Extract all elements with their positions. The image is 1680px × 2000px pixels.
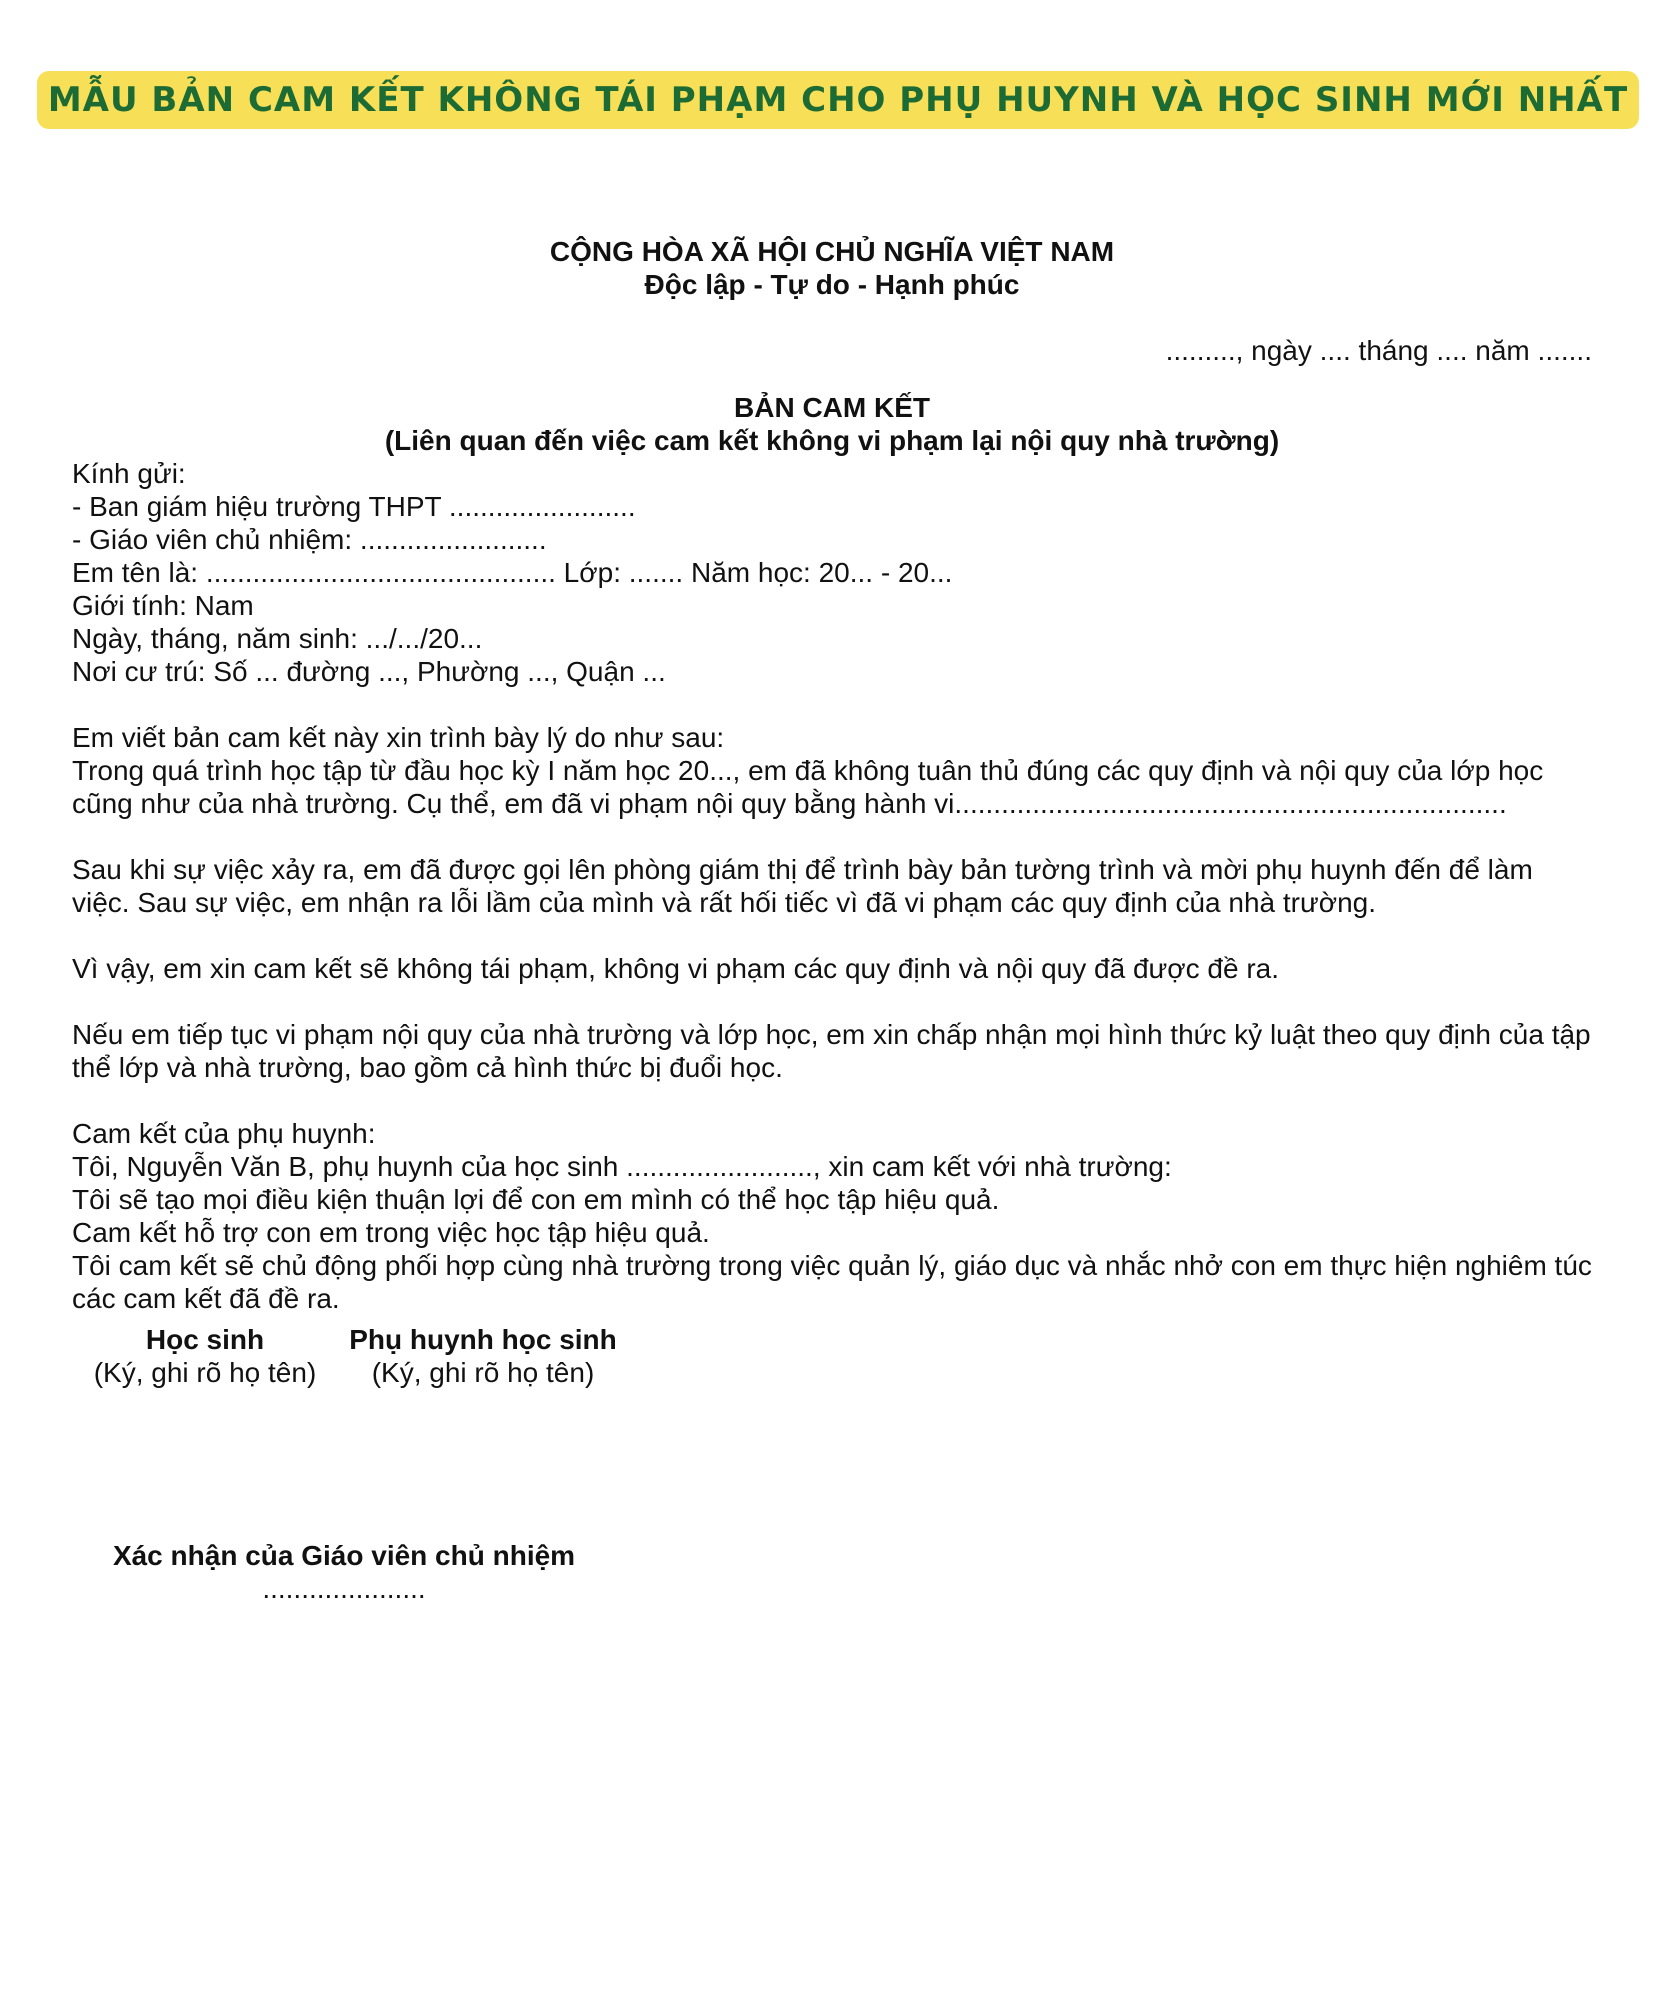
parent-signature-title: Phụ huynh học sinh (349, 1324, 617, 1355)
signature-row (80, 1323, 1592, 1389)
student-signature-note: (Ký, ghi rõ họ tên) (93, 1357, 317, 1388)
teacher-confirmation-title: Xác nhận của Giáo viên chủ nhiệm (112, 1540, 576, 1571)
document-subtitle: (Liên quan đến việc cam kết không vi phạm lại nội quy nhà trường) (384, 425, 1280, 456)
aftermath-paragraph: Sau khi sự việc xảy ra, em đã được gọi lên phòng giám thị để trình bày bản tường trình và mời phụ huynh đến để làm việc. Sau sự việc, em nhận ra lỗi lầm của mình và rất hối tiếc vì đã vi phạm các quy định của nhà trường. (72, 854, 1533, 918)
banner-title: MẪU BẢN CAM KẾT KHÔNG TÁI PHẠM CHO PHỤ HUYNH VÀ HỌC SINH MỚI NHẤT (47, 80, 1629, 120)
student-dob: Ngày, tháng, năm sinh: .../.../20... (72, 623, 483, 654)
date-line: ........., ngày .... tháng .... năm ....... (1165, 335, 1592, 366)
motto: Độc lập - Tự do - Hạnh phúc (644, 269, 1020, 300)
student-signature-block (80, 1323, 330, 1389)
greeting: Kính gửi: (72, 458, 186, 489)
teacher-confirmation (104, 1539, 584, 1605)
recipient-teacher: - Giáo viên chủ nhiệm: ........................ (72, 524, 547, 555)
parent-heading: Cam kết của phụ huynh: (72, 1118, 376, 1149)
consequence-paragraph: Nếu em tiếp tục vi phạm nội quy của nhà trường và lớp học, em xin chấp nhận mọi hình thức kỷ luật theo quy định của tập thể lớp và nhà trường, bao gồm cả hình thức bị đuổi học. (72, 1019, 1591, 1083)
commitment-paragraph: Vì vậy, em xin cam kết sẽ không tái phạm, không vi phạm các quy định và nội quy đã được đề ra. (72, 953, 1279, 984)
parent-line-3: Cam kết hỗ trợ con em trong việc học tập hiệu quả. (72, 1217, 710, 1248)
parent-line-4: Tôi cam kết sẽ chủ động phối hợp cùng nhà trường trong việc quản lý, giáo dục và nhắc nhở con em thực hiện nghiêm túc các cam kết đã đề ra. (72, 1250, 1592, 1314)
parent-signature-note: (Ký, ghi rõ họ tên) (371, 1357, 595, 1388)
parent-line-1: Tôi, Nguyễn Văn B, phụ huynh của học sinh ........................, xin cam kết với nhà trường: (72, 1151, 1172, 1182)
student-address: Nơi cư trú: Số ... đường ..., Phường ..., Quận ... (72, 656, 666, 687)
parent-line-2: Tôi sẽ tạo mọi điều kiện thuận lợi để con em mình có thể học tập hiệu quả. (72, 1184, 1000, 1215)
student-signature-title: Học sinh (145, 1324, 265, 1355)
title-banner (37, 71, 1639, 129)
recipient-board: - Ban giám hiệu trường THPT ........................ (72, 491, 636, 522)
violation-paragraph: Trong quá trình học tập từ đầu học kỳ I năm học 20..., em đã không tuân thủ đúng các quy định và nội quy của lớp học cũng như của nhà trường. Cụ thể, em đã vi phạm nội quy bằng hành vi....................................................................... (72, 755, 1544, 819)
teacher-confirmation-dots: ..................... (262, 1573, 426, 1604)
parent-signature-block (338, 1323, 628, 1389)
document-title: BẢN CAM KẾT (734, 392, 930, 423)
intro-paragraph: Em viết bản cam kết này xin trình bày lý do như sau: (72, 722, 725, 753)
student-gender: Giới tính: Nam (72, 590, 254, 621)
nation-header: CỘNG HÒA XÃ HỘI CHỦ NGHĨA VIỆT NAM (549, 236, 1115, 267)
document-body (72, 235, 1592, 1605)
student-name-line: Em tên là: ............................................. Lớp: ....... Năm học: 20... - 20... (72, 557, 953, 588)
